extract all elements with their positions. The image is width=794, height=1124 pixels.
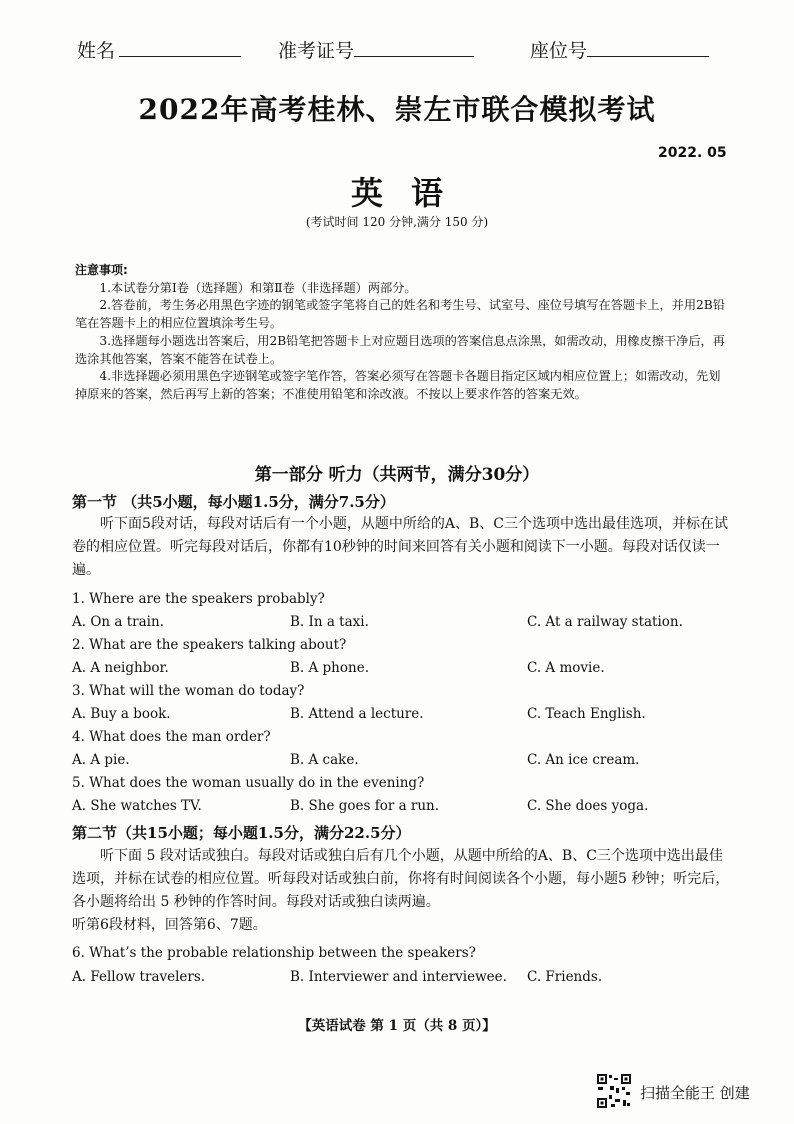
question-stem: 2. What are the speakers talking about? (72, 637, 347, 653)
question-stem: 6. What’s the probable relationship between the speakers? (72, 945, 476, 961)
exam-date: 2022. 05 (658, 145, 727, 161)
name-label: 姓名 (77, 40, 116, 62)
option-c: C. Teach English. (527, 706, 646, 722)
exam-time-note: (考试时间 120 分钟,满分 150 分) (305, 215, 489, 229)
option-c: C. A movie. (527, 660, 605, 676)
section1-instructions (72, 513, 732, 582)
option-b: B. In a taxi. (290, 614, 369, 630)
name-blank (119, 56, 241, 57)
notes-heading: 注意事项: (75, 263, 128, 277)
seat-number-label: 座位号 (530, 40, 588, 62)
note-item: 1.本试卷分第Ⅰ卷（选择题）和第Ⅱ卷（非选择题）两部分。 (99, 280, 417, 295)
question-stem: 4. What does the man order? (72, 729, 271, 745)
option-b: B. Attend a lecture. (290, 706, 424, 722)
note-item: 4.非选择题必须用黑色字迹钢笔或签字笔作答，答案必须写在答题卡各题目指定区域内相应位置上；如需改动，先划掉原来的答案，然后再写上新的答案；不准使用铅笔和涂改液。不按以上要求作答的答案无效。 (75, 369, 721, 401)
section2-instructions-text: 听下面 5 段对话或独白。每段对话或独白后有几个小题，从题中所给的A、B、C三个选项中选出最佳选项，并标在试卷的相应位置。听每段对话或独白前，你将有时间阅读各个小题，每小题5 秒钟；听完后，各小题将给出 5 秒钟的作答时间。每段对话或独白读两遍。 (72, 848, 730, 910)
option-c: C. She does yoga. (527, 798, 649, 814)
material-note: 听第6段材料，回答第6、7题。 (72, 917, 267, 933)
part1-title: 第一部分 听力（共两节，满分30分） (254, 465, 540, 485)
question-stem: 3. What will the woman do today? (72, 683, 305, 699)
option-b: B. Interviewer and interviewee. (290, 969, 507, 985)
subject-title: 英语 (350, 174, 471, 212)
section1-instructions-text: 听下面5段对话，每段对话后有一个小题，从题中所给的A、B、C三个选项中选出最佳选项，并标在试卷的相应位置。听完每段对话后，你都有10秒钟的时间来回答有关小题和阅读下一小题。每段对话仅读一遍。 (72, 516, 729, 578)
seat-number-blank (587, 56, 709, 57)
qr-code-icon (596, 1073, 632, 1109)
section1-title: 第一节 （共5小题，每小题1.5分，满分7.5分） (72, 493, 395, 511)
notes-block (75, 262, 730, 404)
note-item: 3.选择题每小题选出答案后，用2B铅笔把答题卡上对应题目选项的答案信息点涂黑，如需改动，用橡皮擦干净后，再选涂其他答案，答案不能答在试卷上。 (75, 333, 725, 366)
option-a: A. Fellow travelers. (72, 969, 206, 985)
exam-number-blank (354, 56, 474, 57)
exam-title: 2022年高考桂林、崇左市联合模拟考试 (138, 93, 656, 126)
option-c: C. At a railway station. (527, 614, 683, 630)
option-a: A. She watches TV. (72, 798, 202, 814)
option-b: B. A cake. (290, 752, 359, 768)
section2-title: 第二节（共15小题；每小题1.5分，满分22.5分） (72, 824, 411, 842)
question-stem: 1. Where are the speakers probably? (72, 591, 325, 607)
question-stem: 5. What does the woman usually do in the evening? (72, 775, 425, 791)
scanner-watermark: 扫描全能王 创建 (640, 1084, 750, 1102)
exam-number-label: 准考证号 (278, 40, 355, 62)
section2-instructions (72, 845, 732, 937)
option-a: A. A pie. (72, 752, 130, 768)
option-a: A. A neighbor. (72, 660, 169, 676)
option-a: A. On a train. (72, 614, 164, 630)
note-item: 2.答卷前，考生务必用黑色字迹的钢笔或签字笔将自己的姓名和考生号、试室号、座位号填写在答题卡上，并用2B铅笔在答题卡上的相应位置填涂考生号。 (75, 298, 725, 331)
page-footer: 【英语试卷 第 1 页（共 8 页）】 (298, 1018, 496, 1034)
option-b: B. A phone. (290, 660, 369, 676)
option-c: C. An ice cream. (527, 752, 640, 768)
option-c: C. Friends. (527, 969, 603, 985)
option-a: A. Buy a book. (72, 706, 171, 722)
option-b: B. She goes for a run. (290, 798, 440, 814)
